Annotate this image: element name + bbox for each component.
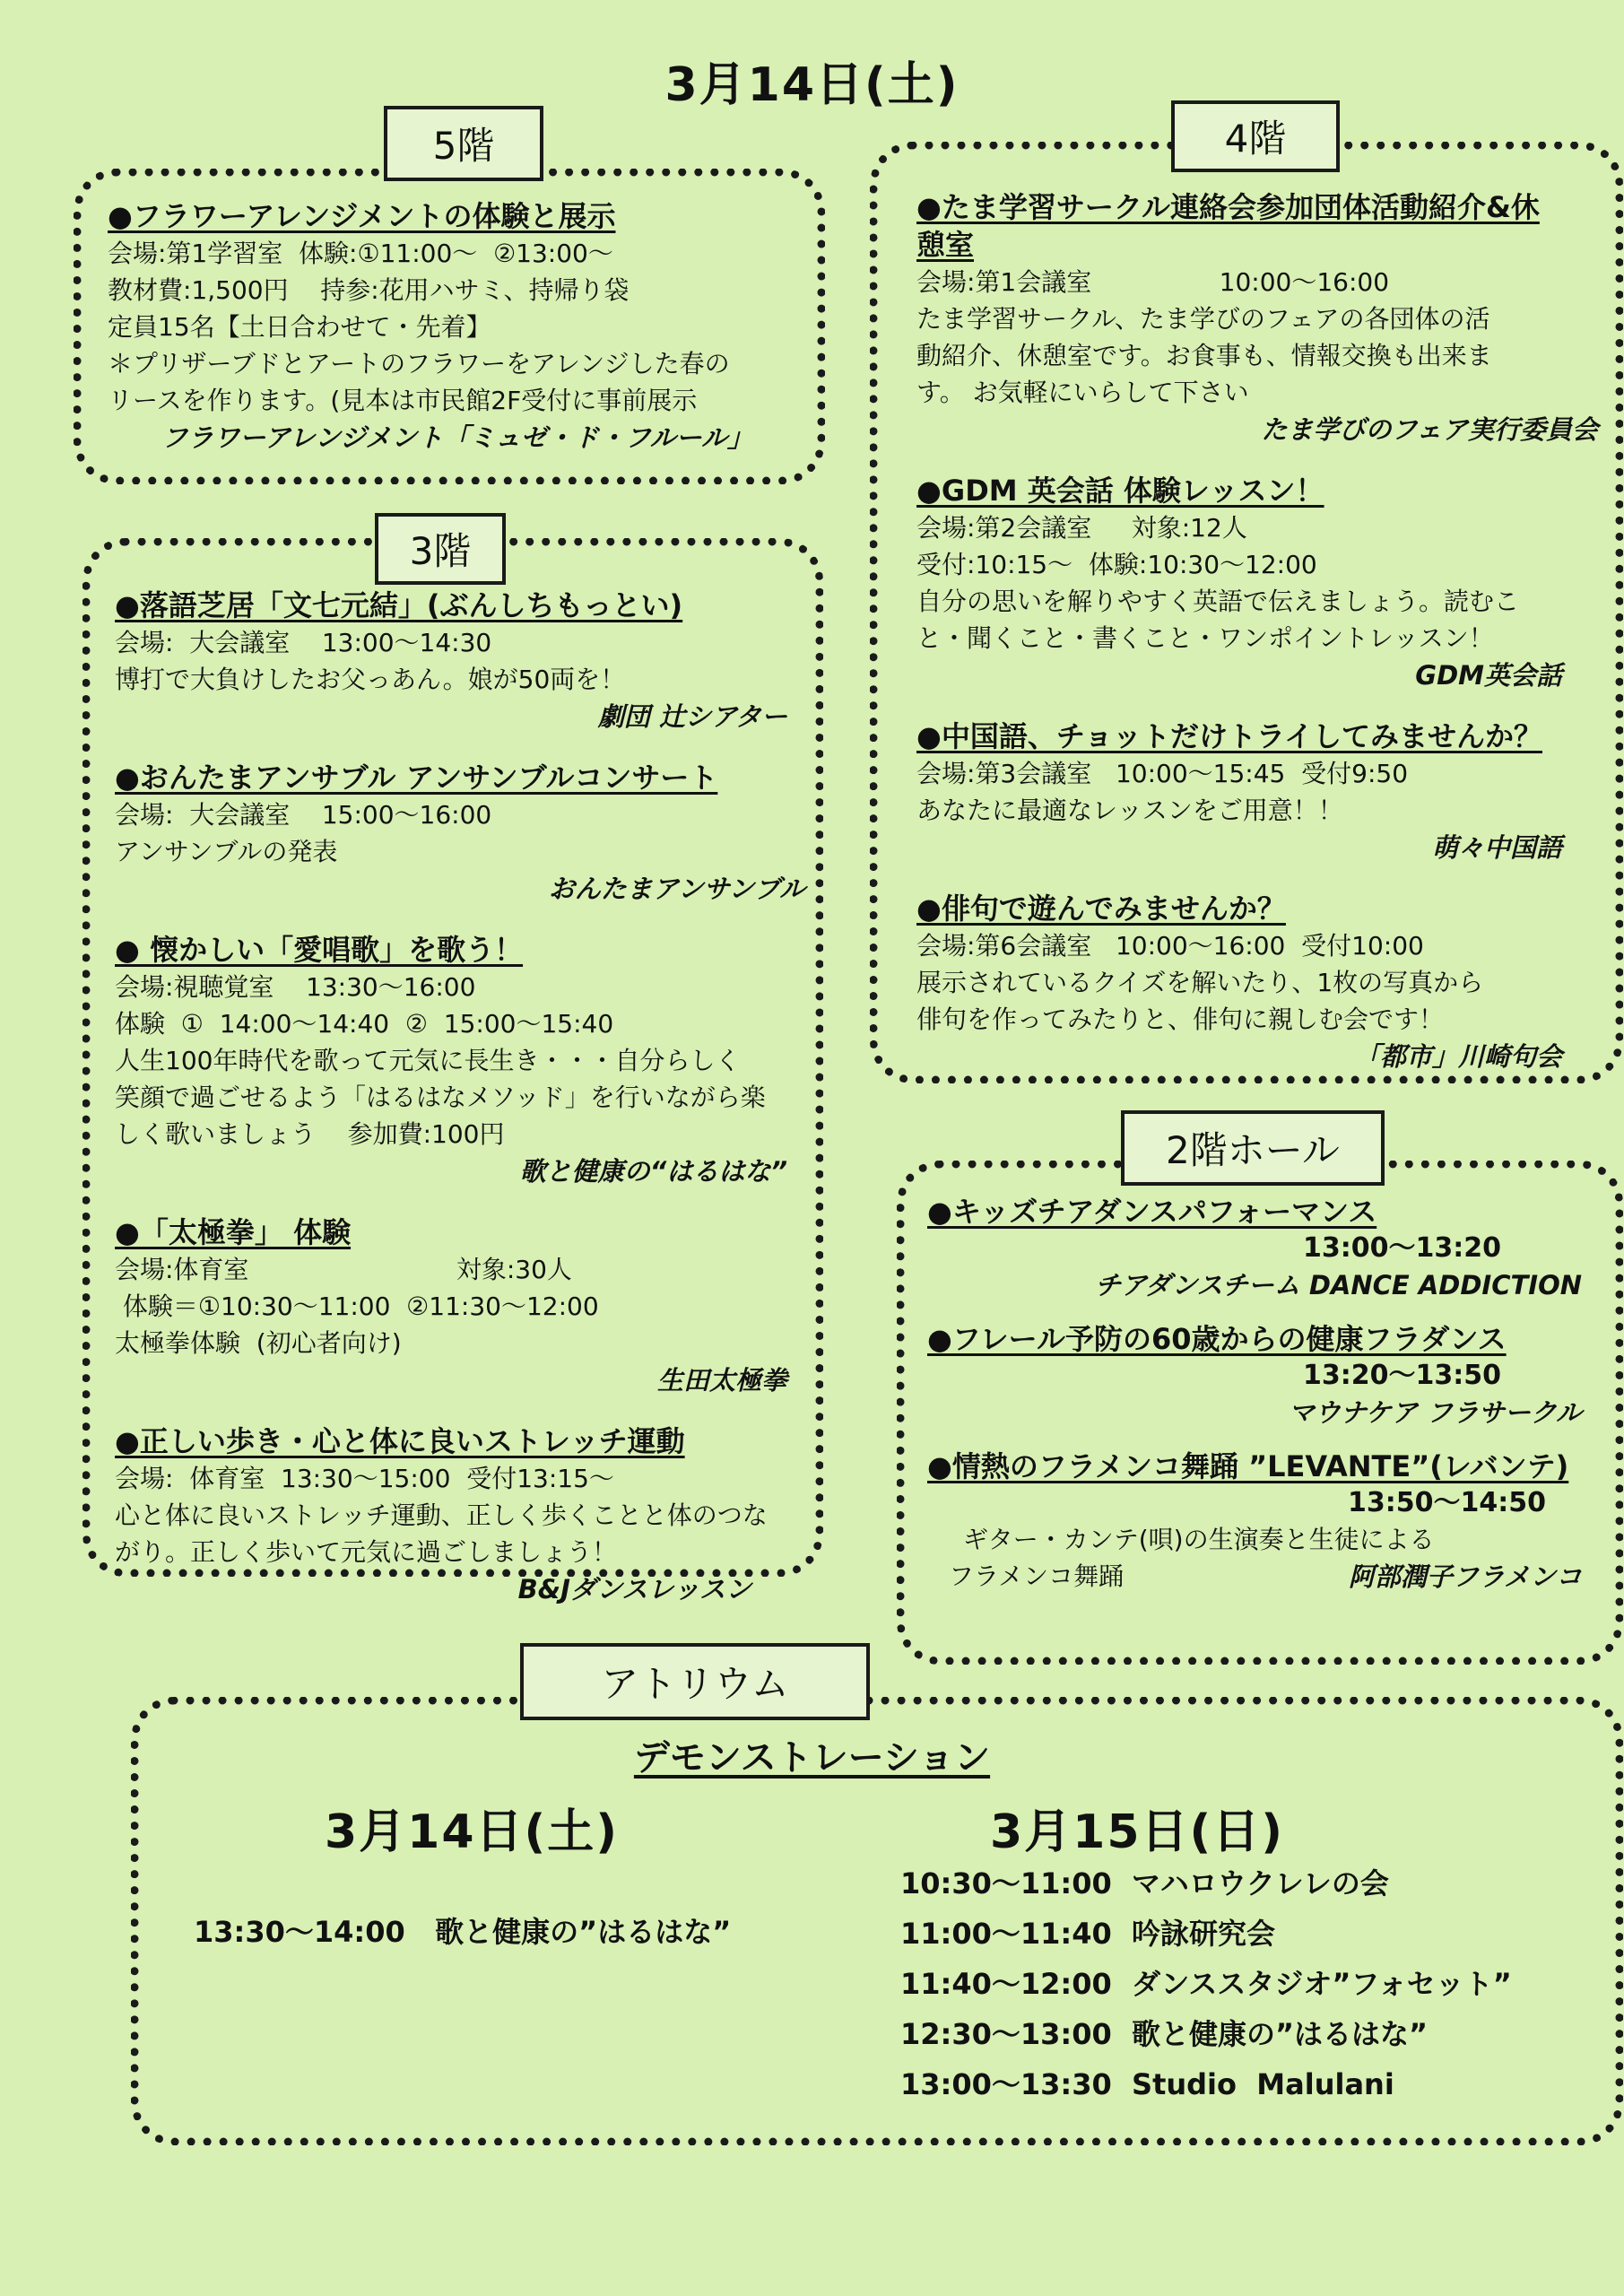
event-line: 会場:第2会議室 対象:12人 [916, 513, 1247, 543]
schedule-row [900, 1858, 1512, 1909]
demonstration-title: デモンストレーション [633, 1737, 991, 1779]
event-title: ●たま学習サークル連絡会参加団体活動紹介&休憩室 [916, 190, 1540, 262]
event-line: 動紹介、休憩室です。お食事も、情報交換も出来ま [916, 341, 1492, 370]
event-title: ●中国語、チョットだけトライしてみませんか？ [916, 719, 1543, 753]
schedule-name: 吟詠研究会 [1132, 1917, 1276, 1951]
event-title: ●俳句で遊んでみませんか？ [916, 891, 1286, 926]
event-line: 教材費:1,500円 持参:花用ハサミ、持帰り袋 [108, 275, 630, 305]
floor3-content [115, 587, 805, 1631]
event-line: 会場: 大会議室 13:00〜14:30 [115, 628, 492, 657]
event-line: フラメンコ舞踊 [949, 1561, 1125, 1591]
event-time: 13:20〜13:50 [1303, 1360, 1501, 1391]
event-organizer: B&Jダンスレッスン [517, 1574, 751, 1605]
event-line: 会場: 大会議室 15:00〜16:00 [115, 800, 492, 830]
event-line: 受付:10:15〜 体験:10:30〜12:00 [916, 550, 1317, 579]
event-taichi [115, 1213, 805, 1399]
event-line: ＊プリザーブドとアートのフラワーをアレンジした春の [108, 349, 730, 378]
event-line: 会場:第6会議室 10:00〜16:00 受付10:00 [916, 931, 1424, 961]
event-time: 13:00〜13:20 [1303, 1232, 1501, 1264]
event-line: 定員15名【土日合わせて・先着】 [108, 312, 491, 342]
event-line: ギター・カンテ(唄)の生演奏と生徒による [963, 1525, 1435, 1554]
event-footer-row [927, 1558, 1600, 1596]
schedule-row [900, 1959, 1512, 2009]
schedule-time: 13:00〜13:30 [900, 2067, 1112, 2101]
schedule-row [900, 1909, 1512, 1959]
event-tama-circle [916, 188, 1598, 448]
schedule-time: 10:30〜11:00 [900, 1866, 1112, 1900]
floor4-content [916, 188, 1598, 1099]
event-line: 会場:視聴覚室 13:30〜16:00 [115, 972, 476, 1002]
schedule-time: 11:00〜11:40 [900, 1917, 1112, 1951]
event-title: ●フラワーアレンジメントの体験と展示 [108, 199, 616, 233]
page-title: 3月14日(土) [664, 58, 960, 112]
event-title: ● 懐かしい「愛唱歌」を歌う！ [115, 933, 524, 967]
event-line: 会場:体育室 対象:30人 [115, 1255, 572, 1284]
event-line: がり。正しく歩いて元気に過ごしましょう！ [115, 1537, 618, 1567]
floor3-label: 3階 [375, 513, 506, 585]
floor5-content [108, 197, 807, 480]
floor5-label: 5階 [384, 106, 543, 181]
schedule-name: 歌と健康の”はるはな” [435, 1915, 732, 1949]
event-line: 体験 ① 14:00〜14:40 ② 15:00〜15:40 [115, 1009, 614, 1039]
schedule-name: マハロウクレレの会 [1132, 1866, 1389, 1900]
event-line: 会場: 体育室 13:30〜15:00 受付13:15〜 [115, 1464, 614, 1493]
event-line: 人生100年時代を歌って元気に長生き・・・自分らしく [115, 1046, 741, 1075]
event-line: 笑顔で過ごせるよう「はるはなメソッド」を行いながら楽 [115, 1083, 766, 1112]
event-line: 博打で大負けしたお父っあん。娘が50両を！ [115, 665, 626, 694]
event-rakugo [115, 587, 805, 735]
event-title: ●情熱のフラメンコ舞踊 ”LEVANTE”(レバンテ) [927, 1449, 1569, 1483]
event-organizer: マウナケア フラサークル [1288, 1397, 1582, 1428]
event-flamenco [927, 1448, 1600, 1596]
event-organizer: 阿部潤子フラメンコ [1348, 1561, 1582, 1592]
event-stretch [115, 1422, 805, 1608]
event-line: と・聞くこと・書くこと・ワンポイントレッスン！ [916, 623, 1494, 653]
event-line: 会場:第1会議室 10:00〜16:00 [916, 267, 1390, 297]
event-line: 展示されているクイズを解いたり、1枚の写真から [916, 968, 1484, 997]
event-line: アンサンブルの発表 [115, 837, 338, 866]
event-line: 俳句を作ってみたりと、俳句に親しむ会です！ [916, 1004, 1445, 1034]
event-hula [927, 1320, 1600, 1431]
event-line: たま学習サークル、たま学びのフェアの各団体の活 [916, 304, 1490, 334]
event-time: 13:50〜14:50 [1348, 1487, 1546, 1518]
event-organizer: 劇団 辻シアター [597, 701, 787, 732]
event-organizer: フラワーアレンジメント「ミュゼ・ド・フルール」 [161, 422, 753, 453]
event-title: ●正しい歩き・心と体に良いストレッチ運動 [115, 1424, 685, 1458]
schedule-row [900, 2059, 1512, 2109]
event-singing [115, 931, 805, 1190]
atrium-day1-date: 3月14日(土) [325, 1805, 620, 1859]
floor4-label: 4階 [1171, 100, 1340, 172]
schedule-time: 12:30〜13:00 [900, 2017, 1112, 2051]
event-organizer: おんたまアンサンブル [548, 874, 805, 904]
atrium-day2-date: 3月15日(日) [990, 1805, 1285, 1859]
floor2-content [927, 1193, 1600, 1619]
schedule-time: 11:40〜12:00 [900, 1967, 1112, 2001]
event-organizer: 萌々中国語 [1431, 832, 1562, 863]
event-line: 会場:第3会議室 10:00〜15:45 受付9:50 [916, 759, 1409, 788]
event-title: ●落語芝居「文七元結」(ぶんしちもっとい) [115, 588, 683, 622]
event-line: 会場:第1学習室 体験:①11:00〜 ②13:00〜 [108, 239, 613, 268]
event-line: リースを作ります。(見本は市民館2F受付に事前展示 [108, 386, 698, 415]
schedule-row [194, 1907, 731, 1957]
event-title: ●フレール予防の60歳からの健康フラダンス [927, 1322, 1507, 1356]
floor2-label: 2階ホール [1121, 1110, 1385, 1186]
event-line: しく歌いましょう 参加費:100円 [115, 1119, 505, 1149]
event-gdm-english [916, 472, 1598, 694]
event-organizer: チアダンスチーム DANCE ADDICTION [1094, 1270, 1582, 1300]
event-organizer: 「都市」川崎句会 [1353, 1041, 1562, 1072]
schedule-name: ダンススタジオ”フォセット” [1132, 1967, 1512, 2001]
schedule-time: 13:30〜14:00 [194, 1915, 405, 1949]
event-organizer: 歌と健康の“はるはな” [519, 1156, 787, 1187]
event-kids-cheer [927, 1193, 1600, 1304]
event-title: ●おんたまアンサブル アンサンブルコンサート [115, 761, 718, 795]
atrium-day2-schedule [900, 1858, 1512, 2109]
event-haiku [916, 890, 1598, 1075]
schedule-name: Studio Malulani [1132, 2067, 1394, 2101]
schedule-name: 歌と健康の”はるはな” [1132, 2017, 1429, 2051]
event-line: 自分の思いを解りやすく英語で伝えましょう。読むこ [916, 587, 1520, 616]
event-title: ●「太極拳」 体験 [115, 1215, 352, 1249]
schedule-row [900, 2009, 1512, 2059]
event-line: 体験＝①10:30〜11:00 ②11:30〜12:00 [115, 1292, 599, 1321]
event-flower-arrangement [108, 197, 807, 457]
event-line: 心と体に良いストレッチ運動、正しく歩くことと体のつな [115, 1500, 768, 1530]
event-line: あなたに最適なレッスンをご用意！！ [916, 796, 1343, 825]
event-organizer: GDM英会話 [1415, 660, 1562, 691]
event-chinese [916, 718, 1598, 866]
event-title: ●キッズチアダンスパフォーマンス [927, 1195, 1377, 1229]
event-title: ●GDM 英会話 体験レッスン！ [916, 474, 1324, 508]
atrium-day1-schedule [194, 1907, 731, 1957]
event-line: 太極拳体験 (初心者向け) [115, 1328, 402, 1358]
event-organizer: たま学びのフェア実行委員会 [1261, 414, 1598, 445]
atrium-label: アトリウム [520, 1643, 870, 1720]
event-line: す。 お気軽にいらして下さい [916, 378, 1249, 407]
event-ensemble [115, 759, 805, 908]
event-organizer: 生田太極拳 [656, 1365, 787, 1396]
